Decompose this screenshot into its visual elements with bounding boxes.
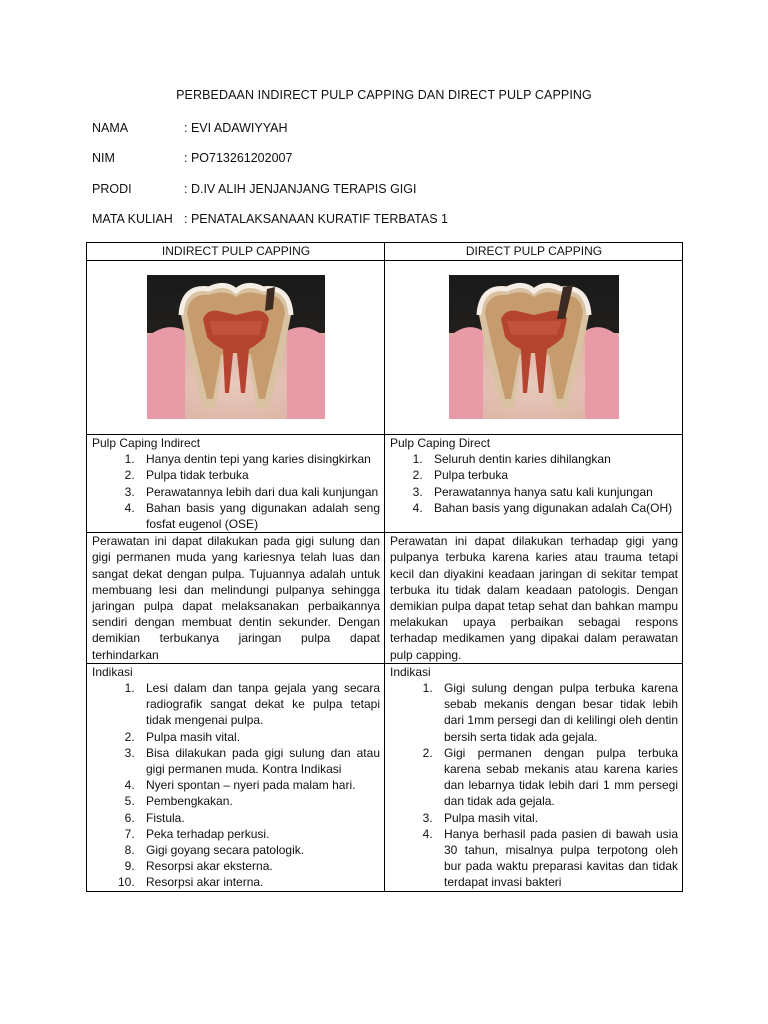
- info-row-mata-kuliah: [92, 212, 448, 226]
- list-item: 1. Gigi sulung dengan pulpa terbuka karena sebab mekanis dengan besar tidak lebih dari 1mm persegi dan di kelilingi oleh dentin bersih serta tidak ada gejala.: [436, 680, 678, 745]
- header-direct: DIRECT PULP CAPPING: [385, 243, 683, 261]
- list-item: 5. Pembengkakan.: [138, 793, 380, 809]
- tooth-cross-section-image: [449, 275, 619, 419]
- indication-title: Indikasi: [390, 664, 431, 679]
- features-row: [87, 435, 683, 533]
- list-item: 2. Pulpa terbuka: [426, 467, 678, 483]
- list-item: 1. Lesi dalam dan tanpa gejala yang secara radiografik sangat dekat ke pulpa tetapi tidak mengenai pulpa.: [138, 680, 380, 729]
- features-list: [390, 451, 678, 516]
- list-item: 6. Fistula.: [138, 810, 380, 826]
- indication-list: [390, 680, 678, 891]
- info-row-nim: [92, 151, 292, 165]
- indication-title: Indikasi: [92, 664, 133, 679]
- features-indirect: [87, 435, 385, 533]
- indication-direct: [385, 663, 683, 891]
- list-title: Pulp Caping Direct: [390, 436, 491, 450]
- info-value: : PO713261202007: [184, 151, 293, 165]
- info-value: : PENATALAKSANAAN KURATIF TERBATAS 1: [184, 212, 448, 226]
- list-item: 2. Pulpa masih vital.: [138, 729, 380, 745]
- list-item: 10. Resorpsi akar interna.: [138, 874, 380, 890]
- table-header-row: [87, 243, 683, 261]
- list-item: 4. Bahan basis yang digunakan adalah Ca(OH): [426, 500, 678, 516]
- info-value: : D.IV ALIH JENJANJANG TERAPIS GIGI: [184, 182, 417, 196]
- list-item: 7. Peka terhadap perkusi.: [138, 826, 380, 842]
- image-cell-direct: [385, 261, 683, 435]
- list-item: 4. Bahan basis yang digunakan adalah seng fosfat eugenol (OSE): [138, 500, 380, 532]
- list-item: 1. Hanya dentin tepi yang karies disingkirkan: [138, 451, 380, 467]
- list-item: 3. Bisa dilakukan pada gigi sulung dan atau gigi permanen muda. Kontra Indikasi: [138, 745, 380, 777]
- list-item: 1. Seluruh dentin karies dihilangkan: [426, 451, 678, 467]
- features-direct: [385, 435, 683, 533]
- list-item: 3. Perawatannya lebih dari dua kali kunjungan: [138, 484, 380, 500]
- info-value: : EVI ADAWIYYAH: [184, 121, 288, 135]
- list-title: Pulp Caping Indirect: [92, 436, 201, 450]
- list-item: 2. Gigi permanen dengan pulpa terbuka karena sebab mekanis atau karena karies dan lebarnya tidak lebih dari 1 mm persegi dan tidak ada gejala.: [436, 745, 678, 810]
- list-item: 3. Pulpa masih vital.: [436, 810, 678, 826]
- header-indirect: INDIRECT PULP CAPPING: [87, 243, 385, 261]
- image-row: [87, 261, 683, 435]
- info-row-nama: [92, 121, 288, 135]
- description-paragraph: Perawatan ini dapat dilakukan pada gigi sulung dan gigi permanen muda yang kariesnya telah luas dan sangat dekat dengan pulpa. Tujuannya adalah untuk membuang lesi dan melindungi pulpanya sehingga jaringan pulpa dapat melaksanakan perbaikannya sendiri dengan membuat dentin sekunder. Dengan demikian terbukanya jaringan pulpa dapat terhindarkan: [92, 534, 380, 662]
- features-list: [92, 451, 380, 532]
- list-item: 4. Nyeri spontan – nyeri pada malam hari.: [138, 777, 380, 793]
- description-paragraph: Perawatan ini dapat dilakukan terhadap gigi yang pulpanya terbuka karena karies atau trauma tetapi kecil dan diyakini keadaan jaringan di sekitar tempat terbuka itu tidak dalam keadaan patologis. Dengan demikian pulpa dapat tetap sehat dan bahkan mampu melakukan upaya perbaikan sebagai respons terhadap medikamen yang dipakai dalam perawatan pulp capping.: [390, 534, 678, 662]
- description-row: [87, 533, 683, 664]
- indication-row: [87, 663, 683, 891]
- indication-list: [92, 680, 380, 891]
- list-item: 8. Gigi goyang secara patologik.: [138, 842, 380, 858]
- info-label: PRODI: [92, 182, 132, 196]
- description-direct: [385, 533, 683, 664]
- indication-indirect: [87, 663, 385, 891]
- list-item: 3. Perawatannya hanya satu kali kunjungan: [426, 484, 678, 500]
- info-label: NAMA: [92, 121, 129, 135]
- document-title: PERBEDAAN INDIRECT PULP CAPPING DAN DIRECT PULP CAPPING: [176, 88, 592, 102]
- tooth-cross-section-image: [147, 275, 325, 419]
- list-item: 4. Hanya berhasil pada pasien di bawah usia 30 tahun, misalnya pulpa terpotong oleh bur pada waktu preparasi kavitas dan tidak terdapat invasi bakteri: [436, 826, 678, 891]
- comparison-table: [86, 242, 683, 892]
- info-label: MATA KULIAH: [92, 212, 173, 226]
- list-item: 9. Resorpsi akar eksterna.: [138, 858, 380, 874]
- info-label: NIM: [92, 151, 115, 165]
- info-row-prodi: [92, 182, 416, 196]
- image-cell-indirect: [87, 261, 385, 435]
- list-item: 2. Pulpa tidak terbuka: [138, 467, 380, 483]
- description-indirect: [87, 533, 385, 664]
